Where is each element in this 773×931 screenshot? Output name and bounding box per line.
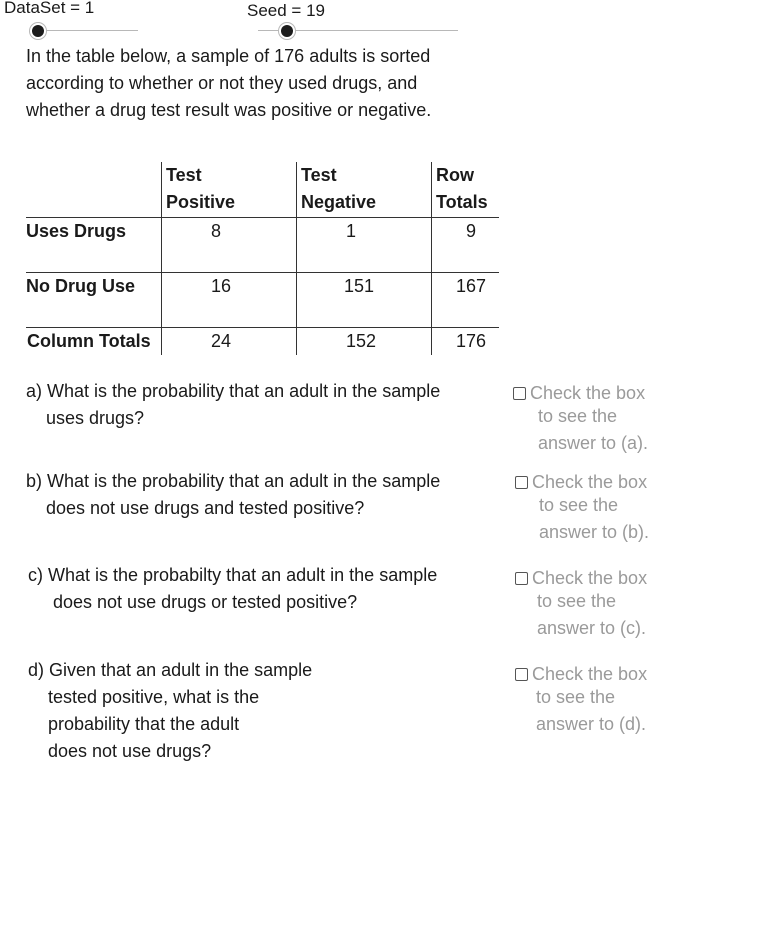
dataset-slider-label: DataSet = 1	[4, 0, 95, 17]
answer-b-checkbox[interactable]: Check the box to see the answer to (b).	[515, 469, 665, 547]
question-c: c) What is the probabilty that an adult in the sample does not use drugs or tested positive?	[28, 565, 438, 612]
seed-slider-handle[interactable]	[281, 25, 293, 37]
table-divider	[431, 162, 432, 355]
table-divider	[296, 162, 297, 355]
row-label-no-drug-use: No Drug Use	[26, 276, 136, 296]
dataset-slider-handle[interactable]	[32, 25, 44, 37]
question-b: b) What is the probability that an adult in the sample does not use drugs and tested positive?	[26, 471, 441, 518]
table-cell: 176	[455, 331, 487, 351]
header-test-negative: Test Negative	[301, 165, 377, 212]
intro-text	[26, 43, 466, 124]
table-divider	[26, 327, 499, 328]
table-cell: 1	[345, 221, 356, 241]
table-divider	[26, 272, 499, 273]
header-row-totals: Row Totals	[436, 165, 488, 212]
table-cell: 9	[465, 221, 476, 241]
checkbox-icon[interactable]	[515, 476, 528, 489]
seed-slider-label: Seed = 19	[247, 1, 325, 20]
table-cell: 167	[455, 276, 487, 296]
intro-line: according to whether or not they used drugs, and	[26, 73, 418, 93]
intro-line: In the table below, a sample of 176 adults is sorted	[26, 46, 431, 66]
row-label-uses-drugs: Uses Drugs	[26, 221, 127, 241]
table-cell: 24	[210, 331, 232, 351]
answer-a-checkbox[interactable]: Check the box to see the answer to (a).	[513, 380, 663, 458]
checkbox-icon[interactable]	[515, 668, 528, 681]
table-divider	[161, 162, 162, 355]
dataset-slider-track[interactable]	[38, 30, 138, 31]
table-cell: 8	[210, 221, 221, 241]
header-test-positive: Test Positive	[166, 165, 236, 212]
table-cell: 151	[343, 276, 375, 296]
answer-d-checkbox[interactable]: Check the box to see the answer to (d).	[515, 661, 665, 739]
table-cell: 152	[345, 331, 377, 351]
question-a: a) What is the probability that an adult in the sample uses drugs?	[26, 381, 441, 428]
row-label-column-totals: Column Totals	[27, 331, 151, 351]
intro-line: whether a drug test result was positive or negative.	[26, 100, 432, 120]
question-d: d) Given that an adult in the sample tested positive, what is the probability that the adult does not use drugs?	[28, 660, 313, 761]
checkbox-icon[interactable]	[515, 572, 528, 585]
table-cell: 16	[210, 276, 232, 296]
table-divider	[26, 217, 499, 218]
checkbox-icon[interactable]	[513, 387, 526, 400]
answer-c-checkbox[interactable]: Check the box to see the answer to (c).	[515, 565, 665, 643]
